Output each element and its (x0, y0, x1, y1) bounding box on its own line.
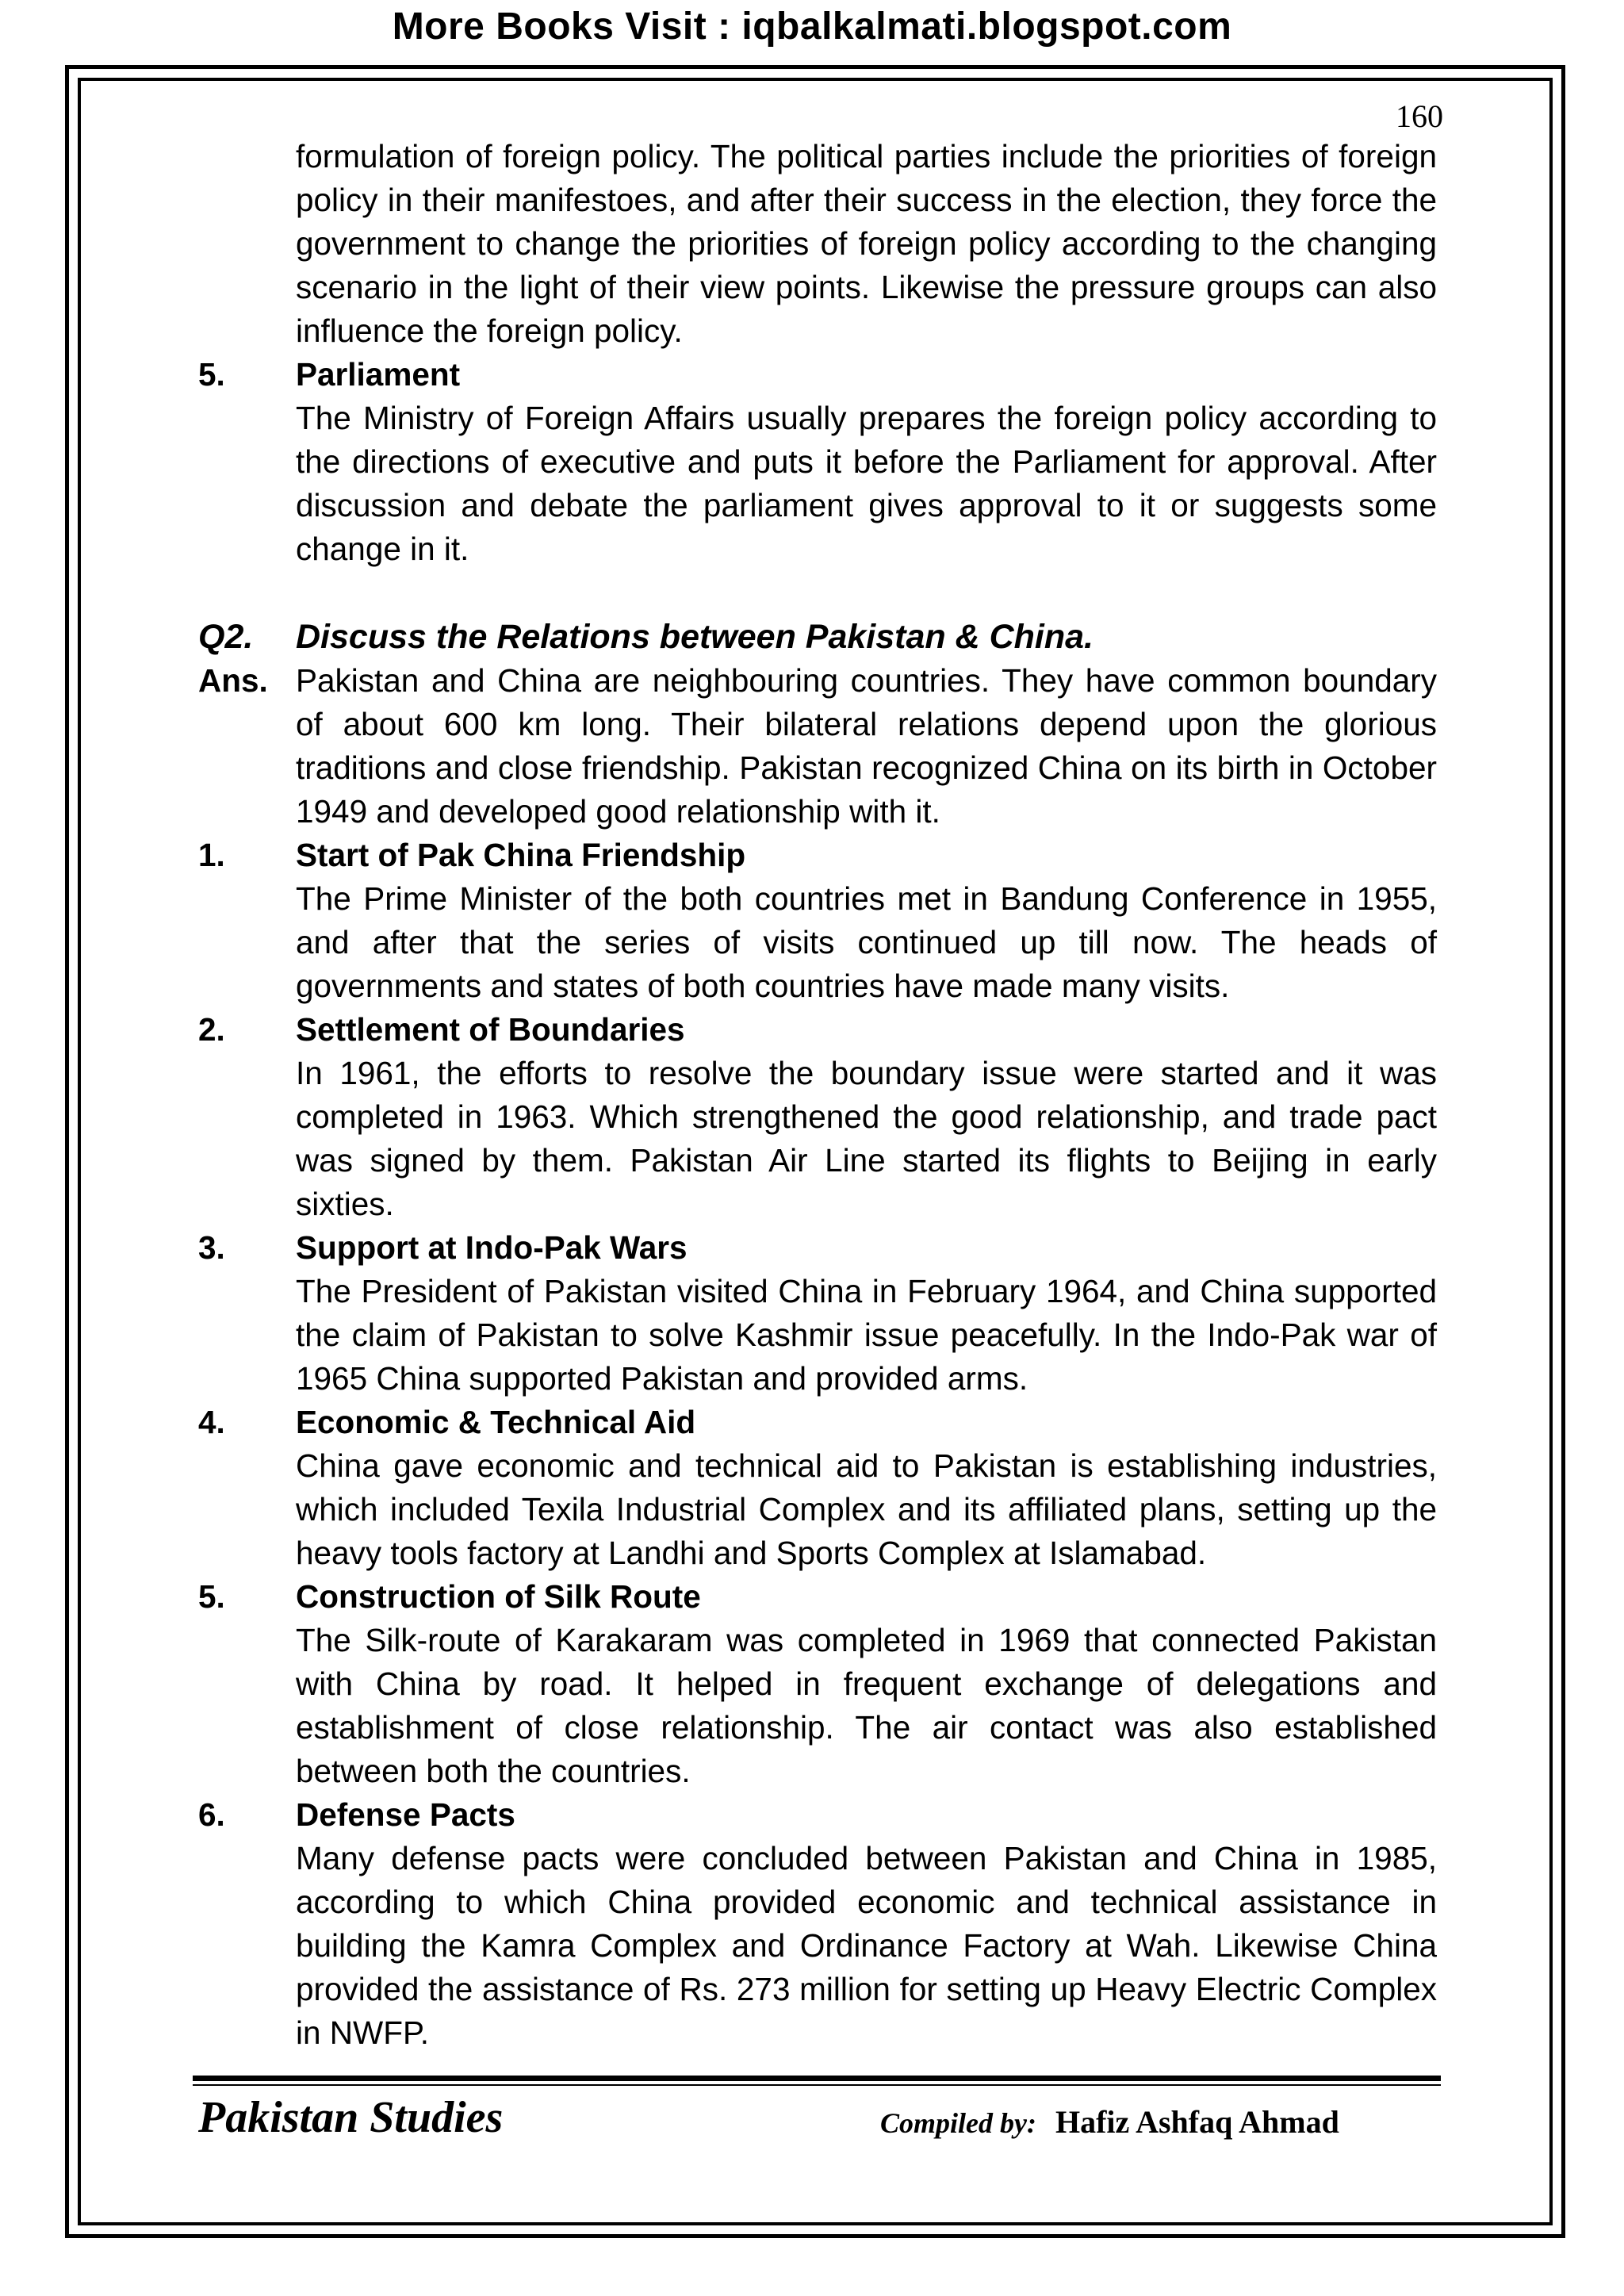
question-text: Discuss the Relations between Pakistan & China. (296, 618, 1094, 656)
point-paragraph: The President of Pakistan visited China in February 1964, and China supported the claim of Pakistan to solve Kashmir issue peacefully. In the Indo-Pak war of 1965 China supported Pakistan and provided arms. (296, 1273, 1437, 1397)
section-heading-parliament (198, 353, 1437, 397)
point-paragraph: China gave economic and technical aid to Pakistan is establishing industries, which included Texila Industrial Complex and its affiliated plans, setting up the heavy tools factory at Landhi and Sports Complex at Islamabad. (296, 1447, 1437, 1571)
point-number: 5. (198, 1578, 225, 1615)
point-heading-row (198, 1401, 1437, 1444)
section-number: 5. (198, 356, 225, 393)
website-banner: More Books Visit : iqbalkalmati.blogspot.com (392, 6, 1232, 48)
author-name: Hafiz Ashfaq Ahmad (1055, 2104, 1339, 2140)
footer-rule-thin (193, 2084, 1441, 2086)
point-heading: Start of Pak China Friendship (296, 837, 746, 873)
point-number: 2. (198, 1011, 225, 1048)
point-heading: Settlement of Boundaries (296, 1011, 685, 1048)
point-heading-row (198, 1226, 1437, 1270)
point-heading-row (198, 1575, 1437, 1619)
footer-rule-thick (193, 2076, 1441, 2081)
section-heading: Parliament (296, 356, 461, 393)
footer-book-title: Pakistan Studies (198, 2093, 504, 2142)
point-number: 4. (198, 1404, 225, 1440)
page-content (198, 135, 1437, 2055)
point-number: 1. (198, 837, 225, 873)
point-paragraph: In 1961, the efforts to resolve the boundary issue were started and it was completed in 1963. Which strengthened the good relationship, and trade pact was signed by them. Pakistan Air Line started its flights to Beijing in early sixties. (296, 1055, 1437, 1222)
point-heading-row (198, 1008, 1437, 1052)
point-number: 6. (198, 1796, 225, 1833)
answer-row (198, 659, 1437, 834)
intro-paragraph: formulation of foreign policy. The political parties include the priorities of foreign policy in their manifestoes, and after their success in the election, they force the government to change the priorities of foreign policy according to the changing scenario in the light of their view points. Likewise the pressure groups can also influence the foreign policy. (296, 138, 1437, 349)
answer-paragraph: Pakistan and China are neighbouring countries. They have common boundary of about 600 km long. Their bilateral relations depend upon the glorious traditions and close friendship. Pakistan recognized China on its birth in October 1949 and developed good relationship with it. (296, 662, 1437, 830)
point-heading: Economic & Technical Aid (296, 1404, 696, 1440)
point-number: 3. (198, 1229, 225, 1266)
answer-label: Ans. (198, 662, 268, 699)
compiled-by-label: Compiled by: (880, 2107, 1036, 2139)
point-heading: Construction of Silk Route (296, 1578, 701, 1615)
point-heading: Defense Pacts (296, 1796, 515, 1833)
page-number: 160 (1396, 98, 1443, 134)
question-label: Q2. (198, 618, 254, 656)
point-paragraph: The Prime Minister of the both countries met in Bandung Conference in 1955, and after that the series of visits continued up till now. The heads of governments and states of both countries have made many visits. (296, 880, 1437, 1004)
point-heading: Support at Indo-Pak Wars (296, 1229, 688, 1266)
point-paragraph: Many defense pacts were concluded between Pakistan and China in 1985, according to which China provided economic and technical assistance in building the Kamra Complex and Ordinance Factory at Wah. Likewise China provided the assistance of Rs. 273 million for setting up Heavy Electric Complex in NWFP. (296, 1840, 1437, 2051)
point-heading-row (198, 1793, 1437, 1837)
spacer (198, 571, 1437, 615)
section-paragraph: The Ministry of Foreign Affairs usually prepares the foreign policy according to the directions of executive and puts it before the Parliament for approval. After discussion and debate the parliament gives approval to it or suggests some change in it. (296, 400, 1437, 567)
question-row (198, 615, 1437, 659)
point-heading-row (198, 834, 1437, 877)
footer-credit (880, 2103, 1339, 2141)
point-paragraph: The Silk-route of Karakaram was completed in 1969 that connected Pakistan with China by road. It helped in frequent exchange of delegations and establishment of close relationship. The air contact was also established between both the countries. (296, 1622, 1437, 1789)
